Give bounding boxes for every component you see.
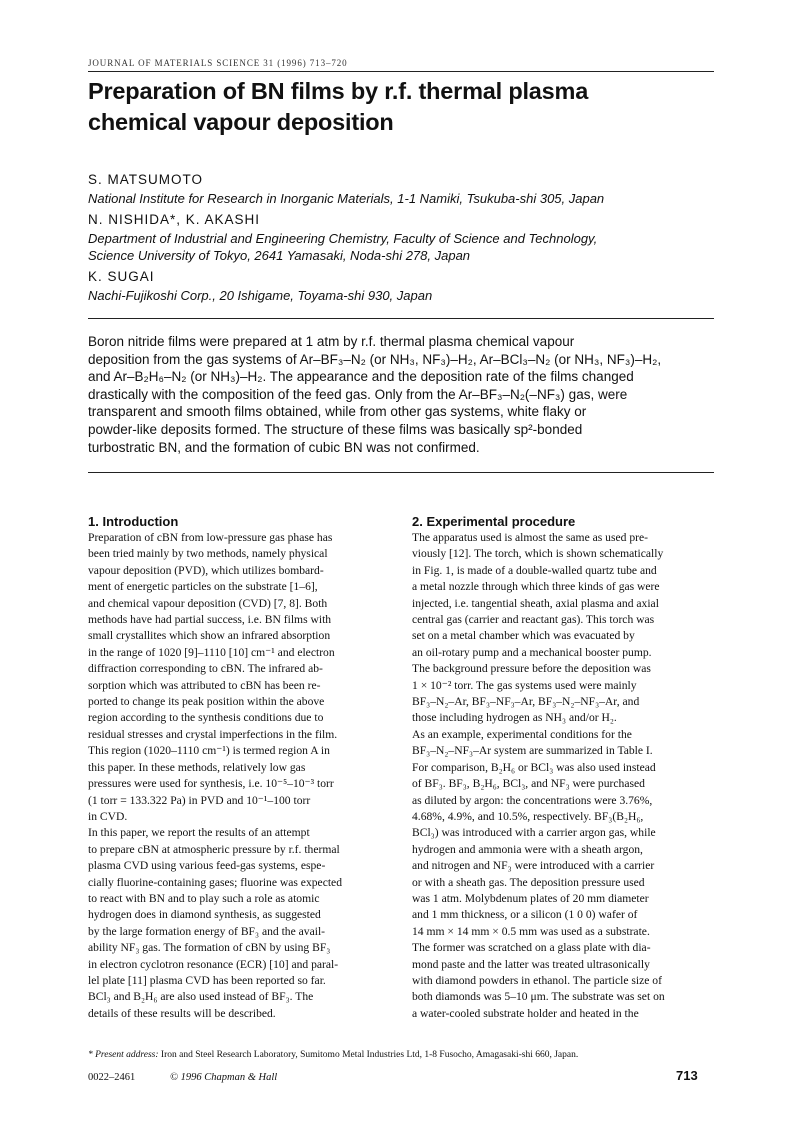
text-line: 4.68%, 4.9%, and 10.5%, respectively. BF₃(B₂H₆,	[412, 809, 644, 823]
text-line: in the range of 1020 [9]–1110 [10] cm⁻¹ and electron	[88, 645, 335, 659]
text-line: pressures were used for synthesis, i.e. 10⁻⁵–10⁻³ torr	[88, 777, 334, 791]
abstract-line: deposition from the gas systems of Ar–BF₃–N₂ (or NH₃, NF₃)–H₂, Ar–BCl₃–N₂ (or NH₃, NF₃)–H₂,	[88, 351, 662, 367]
text-line: diffraction corresponding to cBN. The infrared ab-	[88, 662, 323, 676]
affiliation-line: National Institute for Research in Inorganic Materials, 1-1 Namiki, Tsukuba-shi 305, Japan	[88, 191, 605, 206]
author-affiliation	[88, 230, 718, 264]
text-line: was 1 atm. Molybdenum plates of 20 mm diameter	[412, 891, 649, 905]
title-line: chemical vapour deposition	[88, 109, 394, 135]
text-line: those including hydrogen as NH₃ and/or H₂.	[412, 711, 617, 725]
text-line: BF₃–N₂–NF₃–Ar system are summarized in Table I.	[412, 744, 653, 758]
affiliation-line: Nachi-Fujikoshi Corp., 20 Ishigame, Toyama-shi 930, Japan	[88, 288, 433, 303]
text-line: BF₃–N₂–Ar, BF₃–NF₃–Ar, BF₃–N₂–NF₃–Ar, and	[412, 695, 640, 709]
text-line: 1 × 10⁻² torr. The gas systems used were mainly	[412, 678, 637, 692]
copyright: © 1996 Chapman & Hall	[170, 1072, 278, 1083]
text-line: with diamond powders in ethanol. The particle size of	[412, 973, 662, 987]
header-rule	[88, 71, 714, 72]
text-line: been tried mainly by two methods, namely physical	[88, 547, 328, 561]
text-line: ability NF₃ gas. The formation of cBN by using BF₃	[88, 941, 331, 955]
text-line: by the large formation energy of BF₃ and the avail-	[88, 924, 326, 938]
affiliation-line: Science University of Tokyo, 2641 Yamasaki, Noda-shi 278, Japan	[88, 248, 471, 263]
article-title	[88, 76, 708, 138]
text-line: a water-cooled substrate holder and heated in the	[412, 1006, 639, 1020]
text-line: details of these results will be described.	[88, 1006, 276, 1020]
issn: 0022–2461	[88, 1072, 136, 1083]
abstract-line: and Ar–B₂H₆–N₂ (or NH₃)–H₂. The appearance and the deposition rate of the films changed	[88, 369, 634, 385]
text-line: vapour deposition (PVD), which utilizes bombard-	[88, 563, 324, 577]
footnote	[88, 1050, 578, 1060]
text-line: and 1 mm thickness, or a silicon (1 0 0) wafer of	[412, 908, 638, 922]
text-line: For comparison, B₂H₆ or BCl₃ was also used instead	[412, 760, 656, 774]
text-line: and chemical vapour deposition (CVD) [7, 8]. Both	[88, 596, 328, 610]
text-line: injected, i.e. tangential sheath, axial plasma and axial	[412, 596, 659, 610]
title-line: Preparation of BN films by r.f. thermal plasma	[88, 78, 589, 104]
text-line: this paper. In these methods, relatively low gas	[88, 760, 306, 774]
text-line: or with a sheath gas. The deposition pressure used	[412, 875, 645, 889]
affiliation-line: Department of Industrial and Engineering Chemistry, Faculty of Science and Technology,	[88, 231, 598, 246]
text-line: an oil-rotary pump and a mechanical booster pump.	[412, 645, 652, 659]
text-line: to react with BN and to play such a role as atomic	[88, 891, 320, 905]
text-line: in Fig. 1, is made of a double-walled quartz tube and	[412, 563, 657, 577]
text-line: The former was scratched on a glass plate with dia-	[412, 941, 651, 955]
text-line: ported to change its peak position within the above	[88, 695, 325, 709]
text-line: ment of energetic particles on the substrate [1–6],	[88, 580, 318, 594]
footnote-text: Iron and Steel Research Laboratory, Sumitomo Metal Industries Ltd, 1-8 Fusocho, Amagasaki-shi 660, Japan.	[158, 1050, 579, 1060]
text-line: both diamonds was 5–10 μm. The substrate was set on	[412, 990, 665, 1004]
right-column-text	[412, 530, 716, 1022]
text-line: of BF₃. BF₃, B₂H₆, BCl₃, and NF₃ were purchased	[412, 777, 645, 791]
text-line: in CVD.	[88, 809, 128, 823]
text-line: to prepare cBN at atmospheric pressure by r.f. thermal	[88, 842, 340, 856]
text-line: viously [12]. The torch, which is shown schematically	[412, 547, 664, 561]
text-line: In this paper, we report the results of an attempt	[88, 826, 310, 840]
text-line: small crystallites which show an infrared absorption	[88, 629, 331, 643]
section-heading-experimental: 2. Experimental procedure	[412, 514, 576, 529]
text-line: (1 torr = 133.322 Pa) in PVD and 10⁻¹–100 torr	[88, 793, 311, 807]
text-line: and nitrogen and NF₃ were introduced with a carrier	[412, 859, 655, 873]
text-line: BCl₃) was introduced with a carrier argon gas, while	[412, 826, 656, 840]
text-line: hydrogen does in diamond synthesis, as suggested	[88, 908, 321, 922]
abstract	[88, 333, 714, 456]
journal-header: JOURNAL OF MATERIALS SCIENCE 31 (1996) 713–720	[88, 58, 348, 68]
text-line: 14 mm × 14 mm × 0.5 mm was used as a substrate.	[412, 924, 650, 938]
text-line: residual stresses and crystal imperfections in the film.	[88, 727, 338, 741]
text-line: in electron cyclotron resonance (ECR) [10] and paral-	[88, 957, 339, 971]
section-heading-introduction: 1. Introduction	[88, 514, 179, 529]
abstract-rule-top	[88, 318, 714, 319]
text-line: As an example, experimental conditions for the	[412, 727, 632, 741]
text-line: sorption which was attributed to cBN has been re-	[88, 678, 321, 692]
text-line: BCl₃ and B₂H₆ are also used instead of BF₃. The	[88, 990, 314, 1004]
text-line: a metal nozzle through which three kinds of gas were	[412, 580, 660, 594]
text-line: region according to the synthesis conditions due to	[88, 711, 324, 725]
text-line: central gas (carrier and reactant gas). This torch was	[412, 613, 655, 627]
text-line: as diluted by argon: the concentrations were 3.76%,	[412, 793, 653, 807]
text-line: methods have had partial success, i.e. BN films with	[88, 613, 332, 627]
left-column-text	[88, 530, 388, 1022]
text-line: The apparatus used is almost the same as used pre-	[412, 531, 648, 544]
abstract-line: Boron nitride films were prepared at 1 atm by r.f. thermal plasma chemical vapour	[88, 334, 575, 349]
abstract-line: transparent and smooth films obtained, while from other gas systems, white flaky or	[88, 404, 587, 420]
text-line: cially fluorine-containing gases; fluorine was expected	[88, 875, 343, 889]
text-line: hydrogen and ammonia were with a sheath argon,	[412, 842, 643, 856]
author-name: K. SUGAI	[88, 269, 155, 284]
author-name: S. MATSUMOTO	[88, 172, 204, 187]
abstract-line: turbostratic BN, and the formation of cubic BN was not confirmed.	[88, 439, 480, 455]
footnote-label: * Present address:	[88, 1050, 159, 1060]
text-line: This region (1020–1110 cm⁻¹) is termed region A in	[88, 744, 330, 758]
author-name: N. NISHIDA*, K. AKASHI	[88, 212, 261, 227]
text-line: Preparation of cBN from low-pressure gas phase has	[88, 531, 333, 544]
text-line: plasma CVD using various feed-gas systems, espe-	[88, 859, 326, 873]
text-line: The background pressure before the deposition was	[412, 662, 651, 676]
author-affiliation	[88, 287, 718, 304]
text-line: lel plate [11] plasma CVD has been reported so far.	[88, 973, 326, 987]
abstract-line: drastically with the composition of the feed gas. Only from the Ar–BF₃–N₂(–NF₃) gas, were	[88, 386, 628, 402]
text-line: set on a metal chamber which was evacuated by	[412, 629, 635, 643]
author-affiliation	[88, 190, 718, 207]
abstract-rule-bottom	[88, 472, 714, 473]
page-number: 713	[676, 1068, 698, 1083]
abstract-line: powder-like deposits formed. The structure of these films was basically sp²-bonded	[88, 421, 583, 437]
text-line: mond paste and the latter was treated ultrasonically	[412, 957, 650, 971]
